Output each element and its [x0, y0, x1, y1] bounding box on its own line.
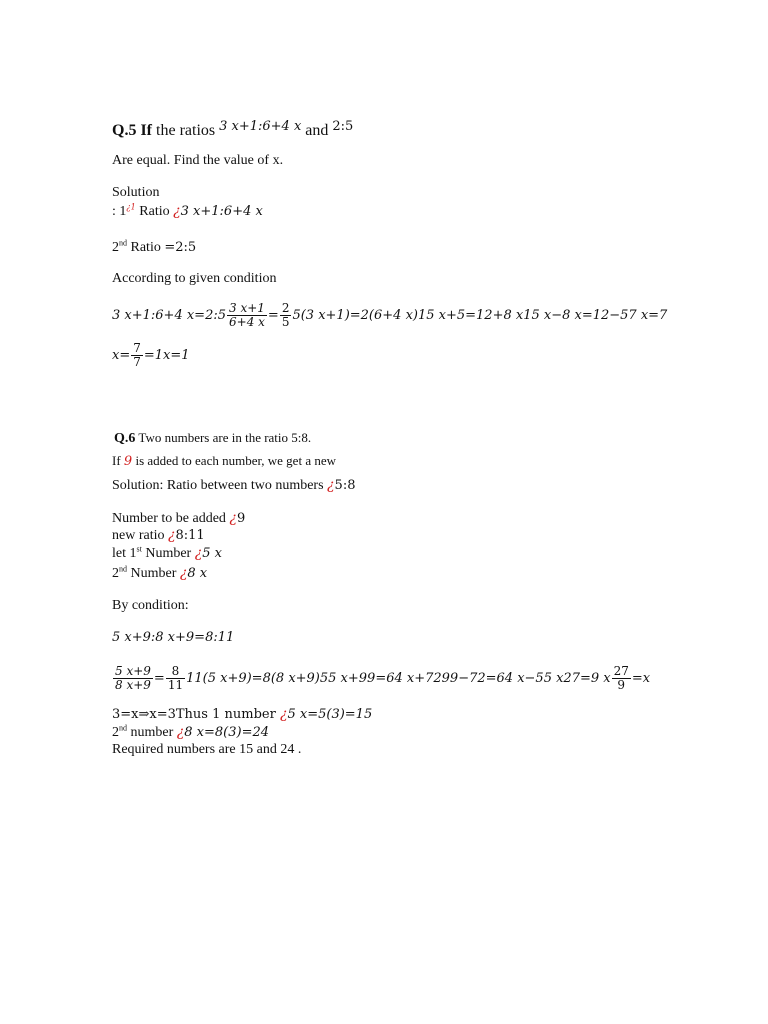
q6-frac1-num: 5 x+9	[115, 664, 151, 678]
q5-frac3	[131, 342, 143, 369]
q6-placeholder-glyph-4: ¿	[194, 545, 203, 561]
q6-newratio-val: 8:11	[175, 528, 205, 543]
q5-title-text: the ratios	[152, 122, 220, 139]
q6-placeholder-glyph-7: ¿	[176, 724, 185, 740]
q5-second-ratio-text: Ratio	[127, 240, 165, 255]
q6-added-text: Number to be added	[112, 511, 230, 526]
q6-second-result	[112, 723, 269, 742]
q6-line2a: If	[112, 453, 124, 468]
q5-if: If	[140, 122, 153, 139]
q5-placeholder-glyph: ¿	[173, 203, 181, 219]
q6-frac3	[612, 665, 631, 692]
q5-second-ratio-value: =2:5	[164, 240, 197, 255]
q6-title	[114, 429, 311, 448]
q6-second-result-c: 8 x=8(3)=24	[184, 725, 270, 740]
q6-first-number	[112, 544, 222, 563]
q6-solution	[112, 476, 355, 495]
q6-second-b: Number	[127, 566, 180, 581]
q5-label: Q.5	[112, 122, 137, 139]
q6-frac2-den: 11	[167, 678, 184, 692]
q6-line2	[112, 452, 336, 471]
q5-frac2-den: 5	[281, 315, 290, 329]
q6-second-result-b: number	[127, 725, 177, 740]
q6-frac3-den: 9	[617, 678, 626, 692]
q5-frac3-num: 7	[133, 341, 141, 355]
q6-first-val: 5 x	[202, 546, 222, 561]
q6-frac1	[113, 665, 153, 692]
q5-frac1	[227, 302, 267, 329]
q5-first-ratio-value: 3 x+1:6+4 x	[180, 204, 263, 219]
q6-thus-a: 3=x⇒x=3Thus 1 number	[112, 707, 280, 722]
q5-frac2-num: 2	[281, 301, 290, 315]
q6-first-b: Number	[141, 546, 195, 561]
q5-title	[112, 119, 354, 141]
q5-eq-rest: 5(3 x+1)=2(6+4 x)15 x+5=12+8 x15 x−8 x=12−57 x=7	[292, 308, 668, 323]
q6-second-a: 2	[112, 566, 119, 581]
q5-first-prefix: : 1	[112, 204, 127, 219]
q6-solution-text: Solution: Ratio between two numbers	[112, 478, 328, 493]
q5-according: According to given condition	[112, 271, 277, 286]
q6-first-a: let 1	[112, 546, 137, 561]
q5-eq-start: 3 x+1:6+4 x=2:5	[112, 308, 226, 323]
q6-newratio-text: new ratio	[112, 528, 168, 543]
q6-eq2-end: =x	[631, 671, 651, 686]
q5-second-ratio	[112, 239, 196, 257]
q6-solution-val: 5:8	[334, 478, 356, 493]
q5-equation-main	[112, 302, 667, 329]
q5-frac2	[280, 302, 292, 329]
q6-second-number	[112, 564, 207, 583]
q5-ratio1: 3 x+1:6+4 x	[219, 119, 302, 134]
q6-second-result-sup: nd	[119, 723, 127, 733]
q6-placeholder-glyph-1: ¿	[327, 477, 335, 493]
q5-first-ratio-text: Ratio	[135, 204, 174, 219]
q6-nine-glyph: 9	[123, 454, 133, 469]
q6-eq2-rest: 11(5 x+9)=8(8 x+9)55 x+99=64 x+7299−72=64 x−55 x27=9 x	[186, 671, 611, 686]
q6-thus-first	[112, 705, 372, 724]
q6-frac1-den: 8 x+9	[115, 678, 151, 692]
q6-added-val: 9	[236, 511, 246, 526]
q5-x-eq: x=	[112, 348, 131, 363]
q6-line2b: is added to each number, we get a new	[132, 453, 336, 468]
q5-question-line2: Are equal. Find the value of x.	[112, 153, 284, 168]
q5-first-ratio	[112, 202, 263, 221]
q5-frac3-den: 7	[133, 355, 141, 369]
q5-frac1-num: 3 x+1	[229, 301, 265, 315]
q6-label: Q.6	[114, 431, 136, 446]
q5-and: and	[305, 122, 333, 139]
q6-frac2	[166, 665, 185, 692]
q5-ratio2: 2:5	[332, 119, 354, 134]
q6-eq-equals: =	[153, 671, 165, 686]
q5-first-sup: ¿1	[126, 202, 136, 212]
q6-condition: By condition:	[112, 598, 189, 613]
q6-frac3-num: 27	[613, 664, 629, 678]
q6-placeholder-glyph-5: ¿	[179, 565, 188, 581]
q6-second-sup: nd	[119, 564, 127, 574]
q6-second-val: 8 x	[187, 566, 208, 581]
q5-solution-heading: Solution	[112, 185, 160, 200]
q6-line1: Two numbers are in the ratio 5:8.	[135, 430, 312, 445]
q5-eq-equals: =	[267, 308, 279, 323]
q6-placeholder-glyph-2: ¿	[229, 510, 237, 526]
q5-frac1-den: 6+4 x	[229, 315, 265, 329]
q6-equation-main	[112, 665, 650, 692]
q6-frac2-num: 8	[166, 665, 185, 679]
q6-eq1: 5 x+9:8 x+9=8:11	[112, 630, 235, 645]
q5-second-base: 2	[112, 240, 119, 255]
q6-newratio	[112, 526, 205, 545]
q5-equation-result	[112, 342, 190, 369]
q6-thus-b: 5 x=5(3)=15	[287, 707, 373, 722]
q6-required: Required numbers are 15 and 24 .	[112, 742, 302, 757]
q6-second-result-a: 2	[112, 725, 119, 740]
q6-placeholder-glyph-3: ¿	[167, 527, 176, 543]
q5-second-sup: nd	[119, 238, 127, 248]
q6-placeholder-glyph-6: ¿	[279, 706, 288, 722]
q5-x-rest: =1x=1	[143, 348, 190, 363]
q6-first-sup: st	[136, 544, 142, 554]
